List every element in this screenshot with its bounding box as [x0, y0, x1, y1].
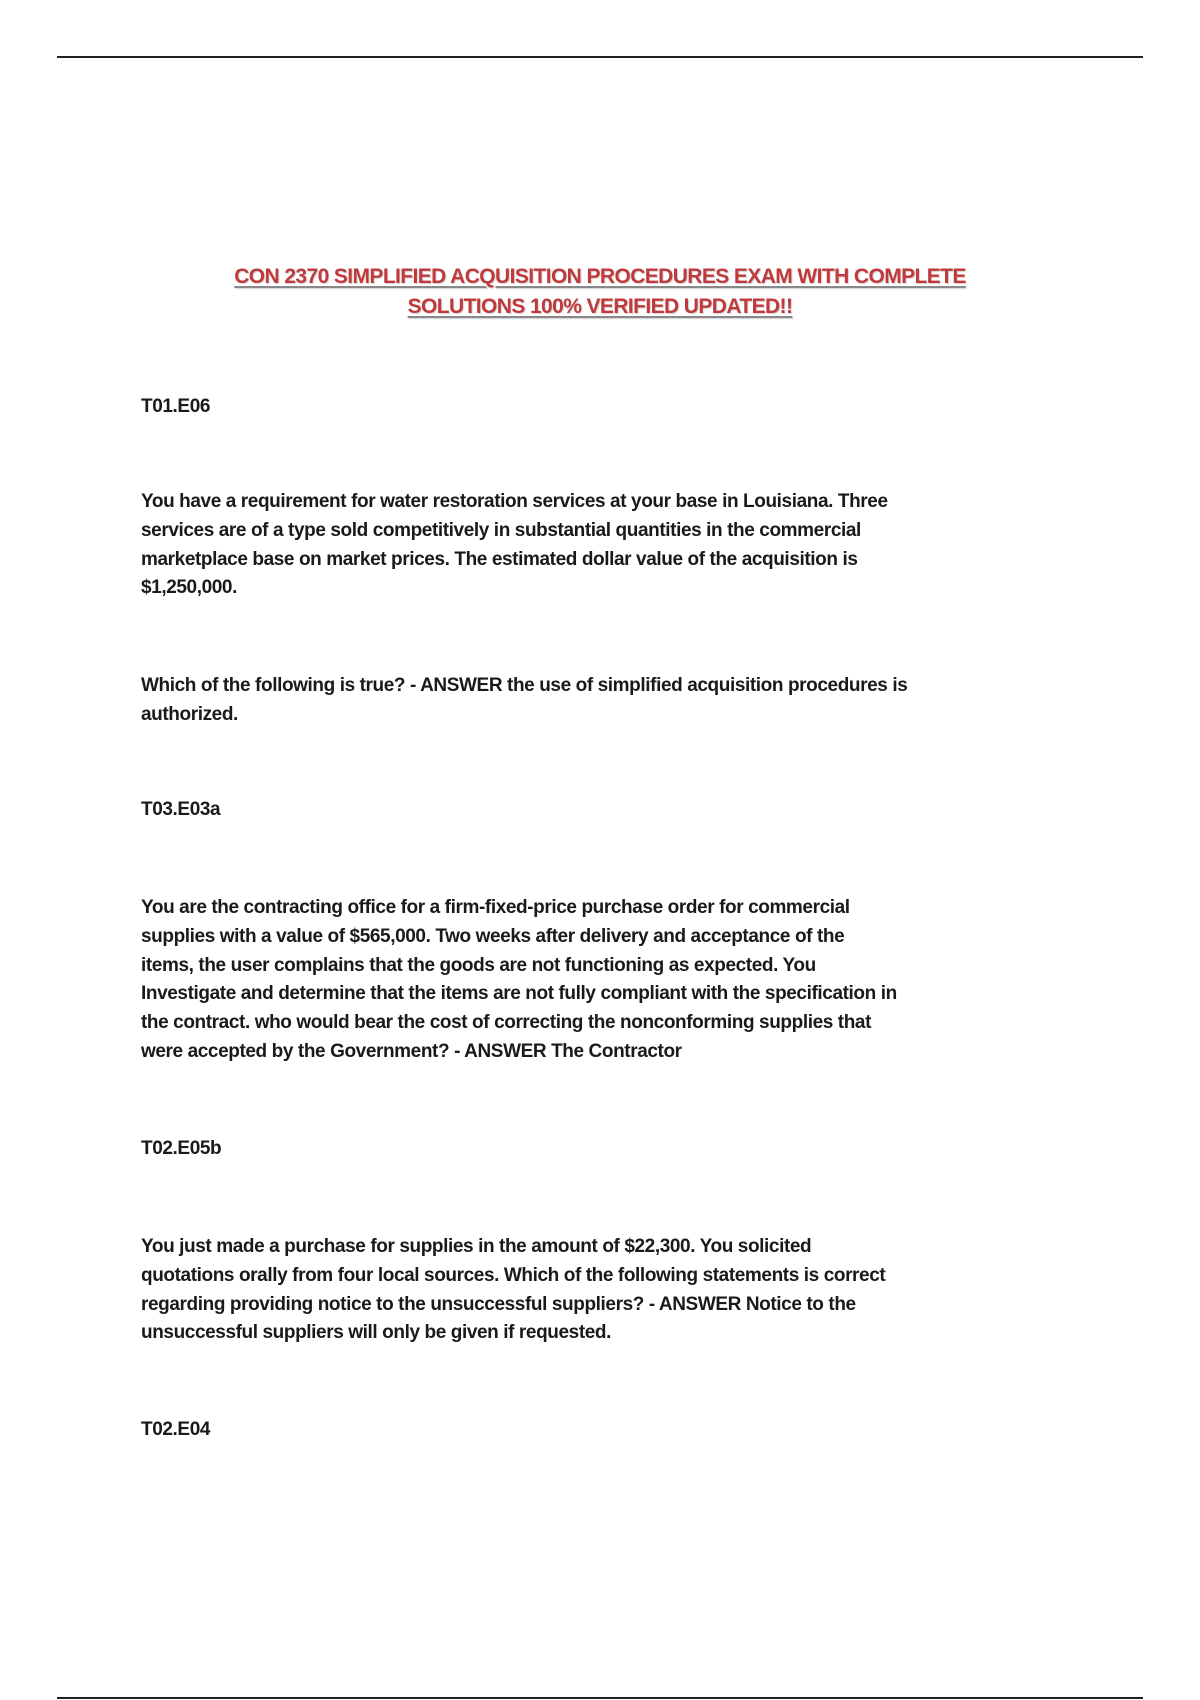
- bottom-rule: [57, 1697, 1143, 1699]
- code-text: T02.E05b: [141, 1138, 222, 1159]
- question-text: [141, 894, 897, 1067]
- code-text: T01.E06: [141, 396, 211, 417]
- answer-text: [141, 672, 907, 730]
- question-code: [141, 1135, 221, 1164]
- text-line: quotations orally from four local sources. Which of the following statements is correct: [141, 1264, 886, 1286]
- text-line: You just made a purchase for supplies in the amount of $22,300. You solicited: [141, 1236, 812, 1257]
- text-line: marketplace base on market prices. The estimated dollar value of the acquisition is: [141, 548, 858, 570]
- text-line: Investigate and determine that the items are not fully compliant with the specification in: [141, 983, 897, 1005]
- text-line: You have a requirement for water restoration services at your base in Louisiana. Three: [141, 491, 888, 512]
- code-text: T03.E03a: [141, 799, 221, 820]
- text-line: the contract. who would bear the cost of correcting the nonconforming supplies that: [141, 1012, 872, 1034]
- question-text: [141, 1233, 885, 1348]
- text-line: unsuccessful suppliers will only be given if requested.: [141, 1322, 612, 1344]
- text-line: were accepted by the Government? - ANSWER The Contractor: [141, 1040, 682, 1062]
- question-code: [141, 1416, 210, 1445]
- text-line: items, the user complains that the goods are not functioning as expected. You: [141, 954, 816, 976]
- question-code: [141, 393, 210, 422]
- text-line: Which of the following is true? - ANSWER the use of simplified acquisition procedures is: [141, 675, 908, 696]
- title-line-1: CON 2370 SIMPLIFIED ACQUISITION PROCEDURES EXAM WITH COMPLETE: [234, 265, 966, 288]
- title-line-2: SOLUTIONS 100% VERIFIED UPDATED!!: [407, 295, 793, 318]
- question-text: [141, 488, 888, 603]
- code-text: T02.E04: [141, 1419, 211, 1440]
- text-line: You are the contracting office for a firm-fixed-price purchase order for commercial: [141, 897, 850, 918]
- top-rule: [57, 56, 1143, 58]
- document-title: [0, 262, 1200, 322]
- text-line: supplies with a value of $565,000. Two weeks after delivery and acceptance of the: [141, 925, 845, 947]
- text-line: $1,250,000.: [141, 577, 237, 599]
- question-code: [141, 796, 220, 825]
- text-line: services are of a type sold competitively in substantial quantities in the commercial: [141, 519, 861, 541]
- text-line: authorized.: [141, 703, 238, 725]
- text-line: regarding providing notice to the unsuccessful suppliers? - ANSWER Notice to the: [141, 1293, 856, 1315]
